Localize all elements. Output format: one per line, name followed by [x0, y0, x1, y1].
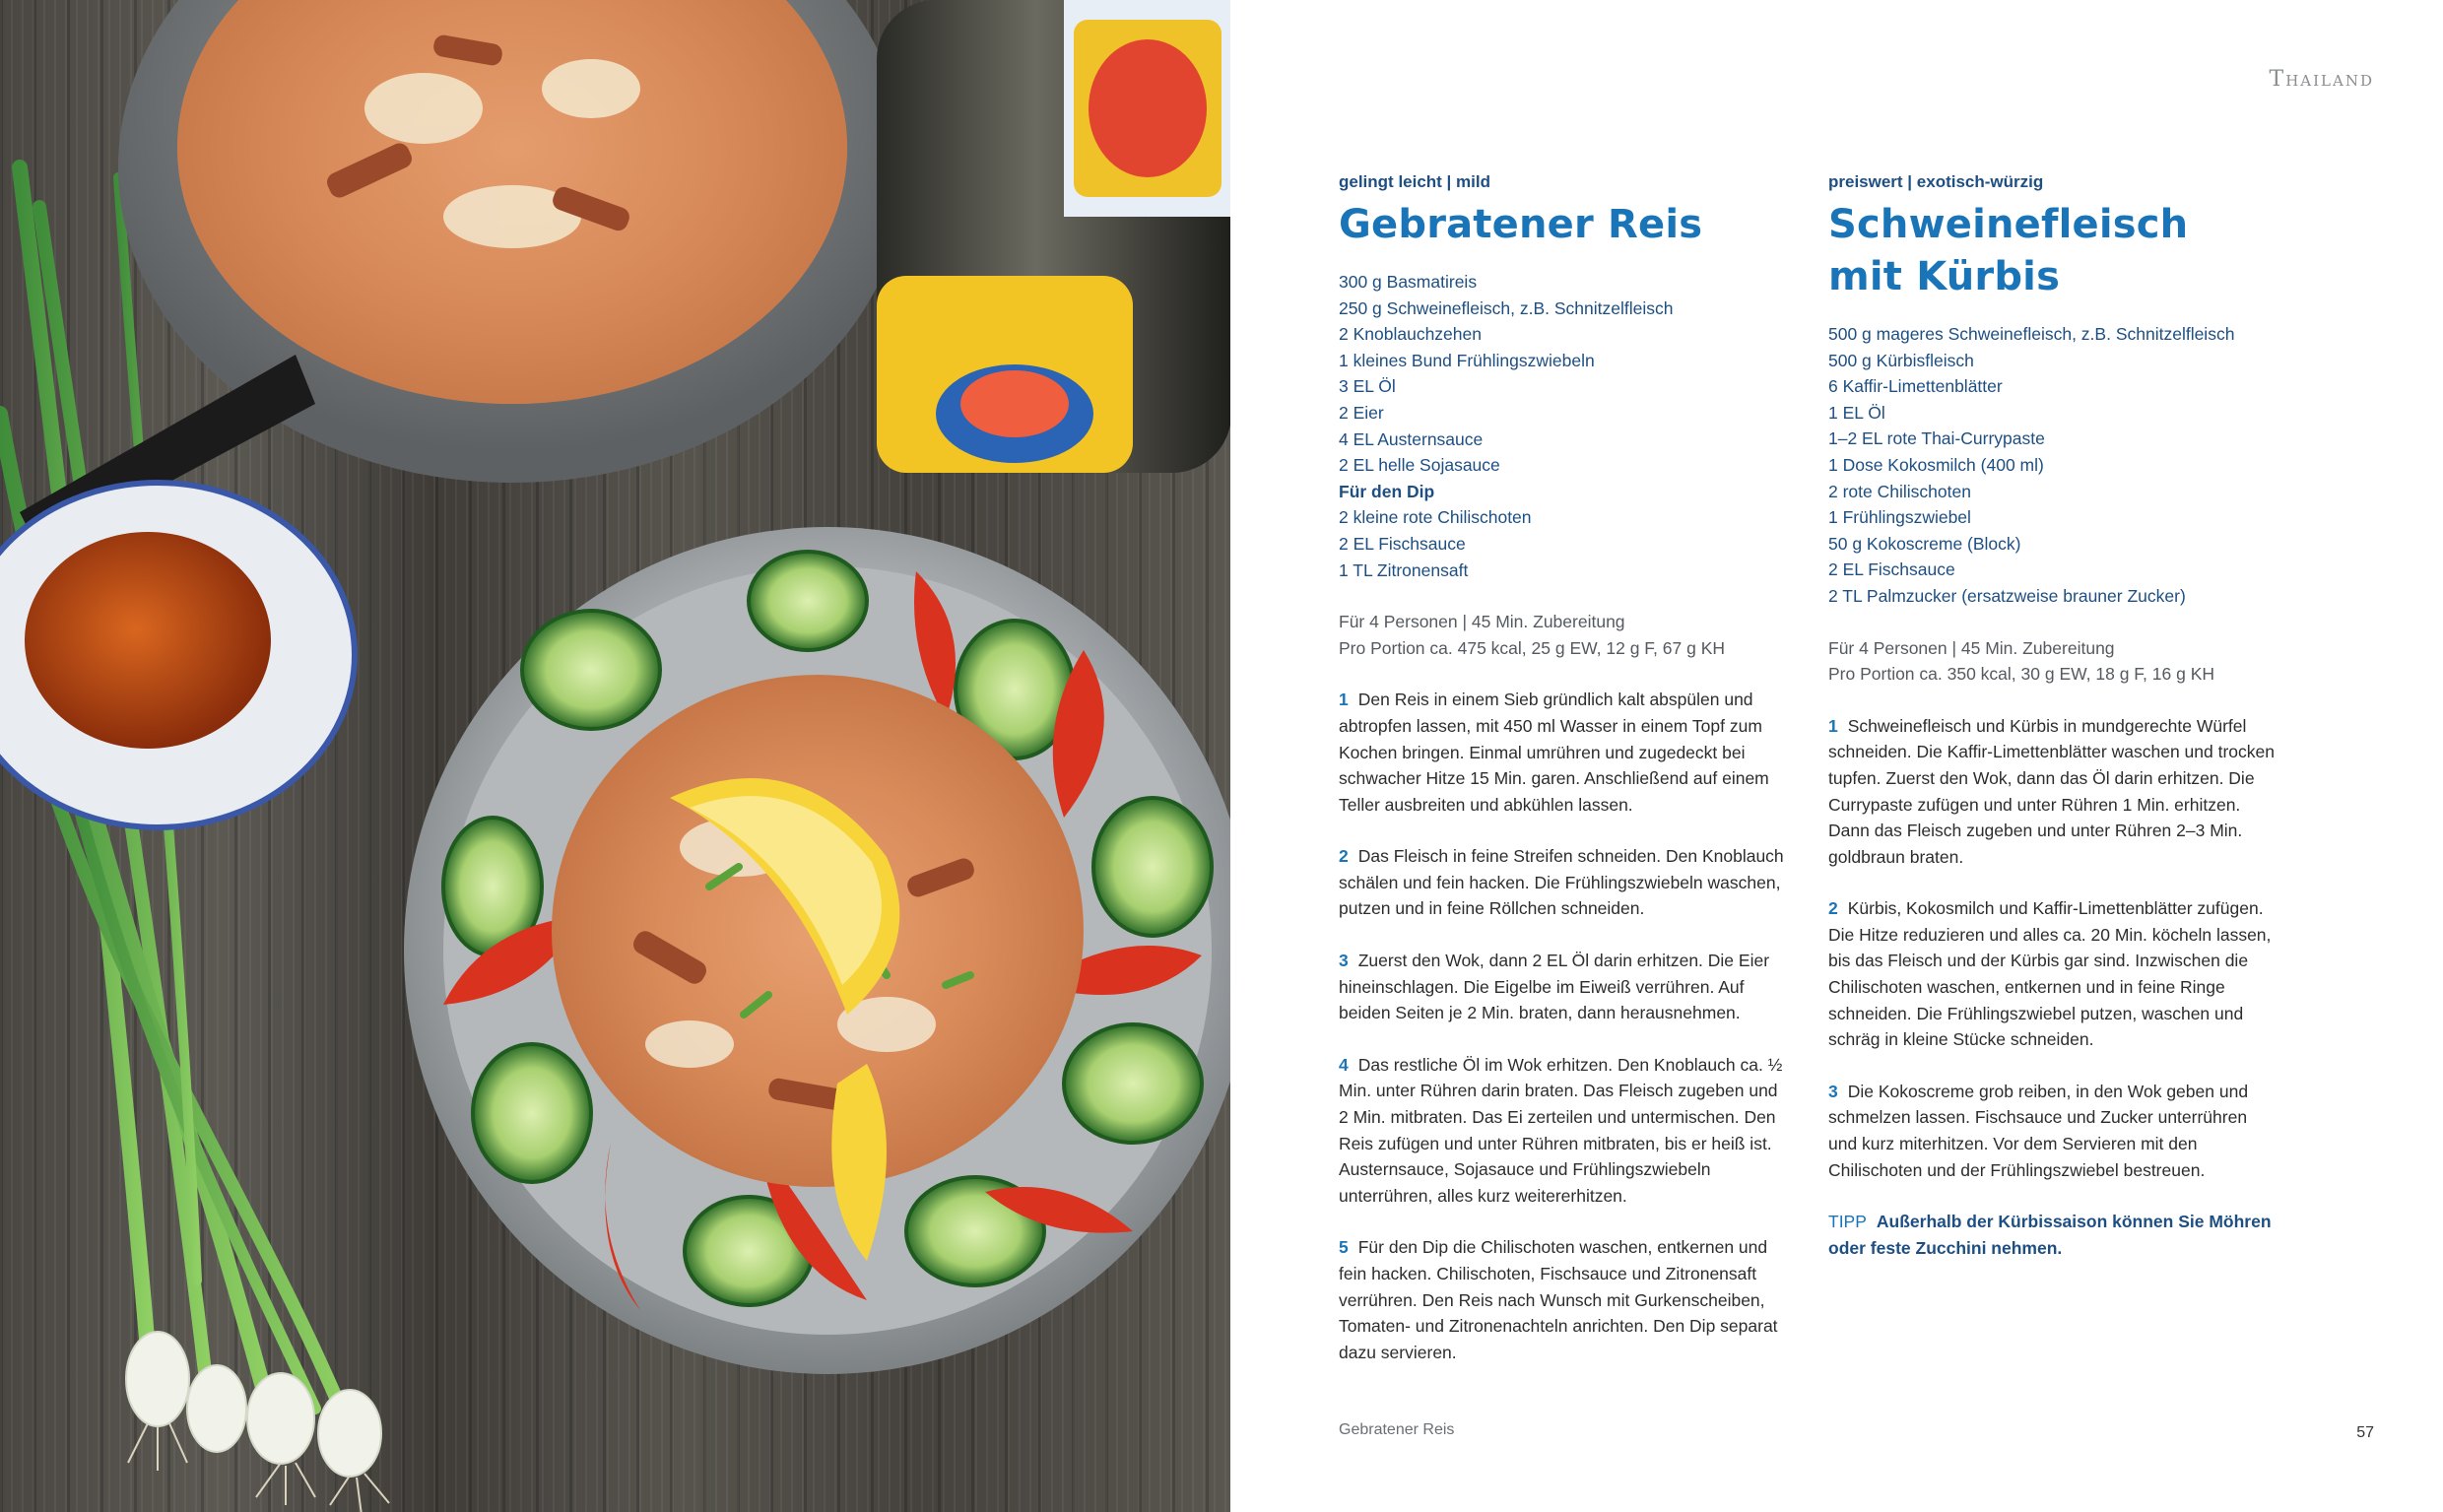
servings-time: Für 4 Personen | 45 Min. Zubereitung	[1828, 637, 2115, 658]
ingredient-item: 1 kleines Bund Frühlingszwiebeln	[1339, 350, 1595, 370]
step-number: 5	[1339, 1237, 1349, 1258]
recipe-title-line: Schweinefleisch	[1828, 202, 2189, 247]
step-text: Das restliche Öl im Wok erhitzen. Den Knoblauch ca. ½ Min. unter Rühren darin braten. Das Fleisch zugeben und 2 Min. mitbraten. Das Ei zerteilen und untermischen. Den Reis zufügen und unter Rühren mitbraten, bis er heiß ist. Austernsauce, Sojasauce und Frühlingszwiebeln unterrühren, alles kurz weitererhitzen.	[1339, 1054, 1783, 1206]
running-footer-title: Gebratener Reis	[1339, 1421, 1455, 1438]
method-step	[1828, 895, 2277, 1053]
recipe-meta	[1828, 635, 2277, 688]
tip-text: Außerhalb der Kürbissaison können Sie Möhren oder feste Zucchini nehmen.	[1828, 1212, 2272, 1258]
recipe-title-line: mit Kürbis	[1828, 254, 2061, 299]
ingredient-item: 2 EL Fischsauce	[1828, 559, 1955, 580]
recipe-meta	[1339, 609, 1787, 661]
step-number: 3	[1339, 951, 1349, 971]
step-number: 2	[1339, 846, 1349, 867]
tip-label: TIPP	[1828, 1212, 1867, 1232]
ingredient-item: 50 g Kokoscreme (Block)	[1828, 533, 2021, 554]
ingredient-item: 1–2 EL rote Thai-Currypaste	[1828, 428, 2045, 449]
method-step	[1339, 1234, 1787, 1365]
ingredient-item: 2 Knoblauchzehen	[1339, 324, 1482, 345]
ingredient-item: 6 Kaffir-Limettenblätter	[1828, 376, 2003, 397]
step-text: Kürbis, Kokosmilch und Kaffir-Limettenblätter zufügen. Die Hitze reduzieren und alles ca. 20 Min. köcheln lassen, bis das Fleisch und der Kürbis gar sind. Inzwischen die Chilischoten waschen, entkernen und in feine Ringe schneiden. Die Frühlingszwiebel putzen, waschen und schräg in kleine Stücke schneiden.	[1828, 898, 2272, 1050]
tip-box	[1828, 1209, 2277, 1261]
wok	[20, 0, 906, 552]
nutrition-info: Pro Portion ca. 350 kcal, 30 g EW, 18 g F, 16 g KH	[1828, 664, 2215, 685]
ingredient-item: 2 EL helle Sojasauce	[1339, 455, 1500, 476]
step-text: Schweinefleisch und Kürbis in mundgerechte Würfel schneiden. Die Kaffir-Limettenblätter waschen und trocken tupfen. Zuerst den Wok, dann das Öl darin erhitzen. Die Currypaste zufügen und unter Rühren 1 Min. erhitzen. Dann das Fleisch zugeben und unter Rühren 2–3 Min. goldbraun braten.	[1828, 715, 2275, 867]
nutrition-info: Pro Portion ca. 475 kcal, 25 g EW, 12 g F, 67 g KH	[1339, 637, 1726, 658]
step-text: Die Kokoscreme grob reiben, in den Wok geben und schmelzen lassen. Fischsauce und Zucker unterrühren und kurz miterhitzen. Vor dem Servieren mit den Chilischoten und der Frühlingszwiebel bestreuen.	[1828, 1081, 2249, 1180]
ingredient-item: 1 EL Öl	[1828, 402, 1885, 423]
ingredient-item: 250 g Schweinefleisch, z.B. Schnitzelfleisch	[1339, 297, 1674, 318]
ingredient-item: 2 rote Chilischoten	[1828, 481, 1971, 501]
recipe-schweinefleisch-mit-kuerbis	[1828, 171, 2277, 1261]
recipe-title	[1828, 199, 2277, 303]
method-step	[1339, 1052, 1787, 1210]
recipe-gebratener-reis	[1339, 171, 1787, 1365]
ingredient-item: 2 EL Fischsauce	[1339, 533, 1466, 554]
ingredient-item: 3 EL Öl	[1339, 376, 1396, 397]
plate	[404, 527, 1230, 1374]
bottle	[877, 0, 1230, 473]
method-step	[1339, 843, 1787, 922]
ingredient-item: 4 EL Austernsauce	[1339, 428, 1484, 449]
servings-time: Für 4 Personen | 45 Min. Zubereitung	[1339, 612, 1625, 632]
step-number: 2	[1828, 898, 1838, 919]
ingredient-item: 2 kleine rote Chilischoten	[1339, 507, 1532, 528]
step-text: Zuerst den Wok, dann 2 EL Öl darin erhitzen. Die Eier hineinschlagen. Die Eigelbe im Eiweiß verrühren. Auf beiden Seiten je 2 Min. braten, dann herausnehmen.	[1339, 951, 1770, 1023]
recipe-title: Gebratener Reis	[1339, 202, 1703, 247]
recipe-tagline: gelingt leicht | mild	[1339, 172, 1490, 191]
ingredient-item: 2 TL Palmzucker (ersatzweise brauner Zucker)	[1828, 585, 2186, 606]
method-step	[1828, 1079, 2277, 1183]
step-number: 3	[1828, 1081, 1838, 1101]
step-text: Das Fleisch in feine Streifen schneiden. Den Knoblauch schälen und fein hacken. Die Frühlingszwiebeln waschen, putzen und in feine Röllchen schneiden.	[1339, 846, 1784, 919]
ingredient-list	[1339, 269, 1787, 583]
recipe-tagline: preiswert | exotisch-würzig	[1828, 172, 2044, 191]
ingredient-item: 300 g Basmatireis	[1339, 272, 1478, 292]
step-text: Für den Dip die Chilischoten waschen, entkernen und fein hacken. Chilischoten, Fischsauce und Zitronensaft verrühren. Den Reis nach Wunsch mit Gurkenscheiben, Tomaten- und Zitronenachteln anrichten. Den Dip separat dazu servieren.	[1339, 1237, 1778, 1362]
step-text: Den Reis in einem Sieb gründlich kalt abspülen und abtropfen lassen, mit 450 ml Wasser in einem Topf zum Kochen bringen. Einmal umrühren und zugedeckt bei schwacher Hitze 15 Min. garen. Anschließend auf einem Teller ausbreiten und abkühlen lassen.	[1339, 690, 1769, 815]
ingredient-list	[1828, 321, 2277, 610]
section-label: Thailand	[2269, 67, 2374, 92]
ingredient-item: 500 g Kürbisfleisch	[1828, 350, 1974, 370]
method-step	[1339, 687, 1787, 818]
ingredient-item: 1 TL Zitronensaft	[1339, 559, 1469, 580]
step-number: 1	[1828, 715, 1838, 736]
ingredient-item: 2 Eier	[1339, 402, 1384, 423]
ingredient-item: 1 Frühlingszwiebel	[1828, 507, 1971, 528]
ingredient-item: 500 g mageres Schweinefleisch, z.B. Schnitzelfleisch	[1828, 324, 2235, 344]
step-number: 1	[1339, 690, 1349, 710]
ingredient-subheading: Für den Dip	[1339, 481, 1435, 501]
step-number: 4	[1339, 1054, 1349, 1075]
page-number: 57	[2356, 1424, 2374, 1441]
method-step	[1339, 948, 1787, 1026]
ingredient-item: 1 Dose Kokosmilch (400 ml)	[1828, 454, 2044, 475]
method-step	[1828, 713, 2277, 871]
dip-bowl	[0, 483, 355, 827]
